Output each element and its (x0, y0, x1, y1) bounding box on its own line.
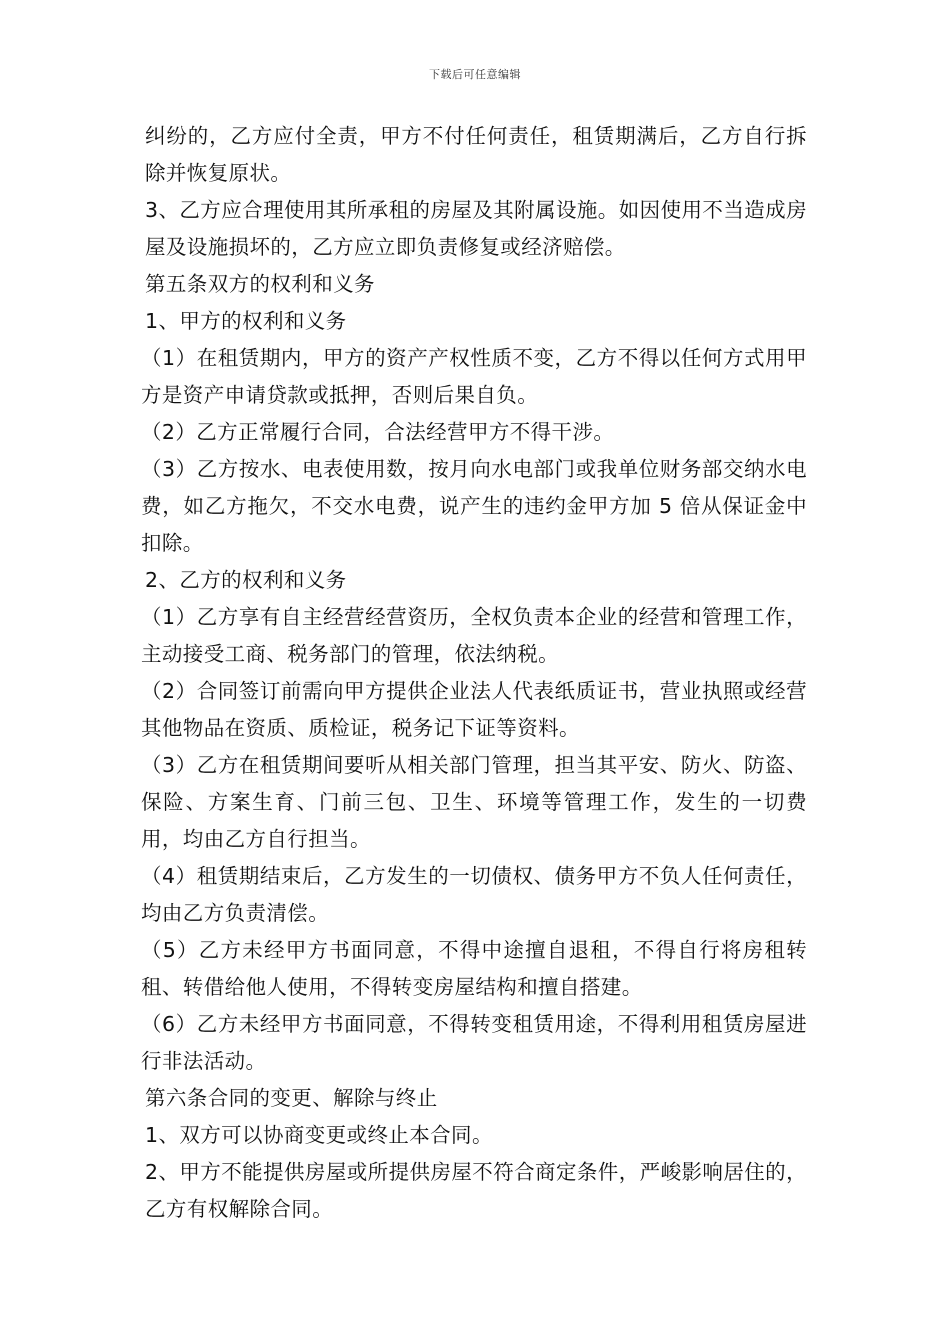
subsection-heading: 1、甲方的权利和义务 (145, 309, 347, 333)
paragraph: （1）在租赁期内，甲方的资产产权性质不变，乙方不得以任何方式用甲方是资产申请贷款或抵押，否则后果自负。 (141, 346, 807, 407)
paragraph: （2）乙方正常履行合同，合法经营甲方不得干涉。 (141, 420, 615, 444)
subsection-heading: 2、乙方的权利和义务 (145, 568, 347, 592)
paragraph: 1、双方可以协商变更或终止本合同。 (145, 1123, 493, 1147)
paragraph: （6）乙方未经甲方书面同意，不得转变租赁用途，不得利用租赁房屋进行非法活动。 (141, 1012, 807, 1073)
paragraph: （3）乙方按水、电表使用数，按月向水电部门或我单位财务部交纳水电费，如乙方拖欠，不交水电费，说产生的违约金甲方加 5 倍从保证金中扣除。 (141, 457, 807, 555)
paragraph: （5）乙方未经甲方书面同意，不得中途擅自退租，不得自行将房租转租、转借给他人使用，不得转变房屋结构和擅自搭建。 (141, 938, 807, 999)
paragraph: 3、乙方应合理使用其所承租的房屋及其附属设施。如因使用不当造成房屋及设施损坏的，乙方应立即负责修复或经济赔偿。 (145, 198, 807, 259)
document-body (141, 118, 807, 1228)
paragraph: （4）租赁期结束后，乙方发生的一切债权、债务甲方不负人任何责任，均由乙方负责清偿。 (141, 864, 807, 925)
page-header: 下载后可任意编辑 (429, 68, 521, 81)
paragraph: （1）乙方享有自主经营经营资历，全权负责本企业的经营和管理工作，主动接受工商、税务部门的管理，依法纳税。 (141, 605, 807, 666)
section-heading: 第五条双方的权利和义务 (145, 272, 375, 296)
paragraph: （3）乙方在租赁期间要听从相关部门管理，担当其平安、防火、防盗、保险、方案生育、门前三包、卫生、环境等管理工作，发生的一切费用，均由乙方自行担当。 (141, 753, 807, 851)
paragraph: （2）合同签订前需向甲方提供企业法人代表纸质证书，营业执照或经营其他物品在资质、质检证，税务记下证等资料。 (141, 679, 807, 740)
section-heading: 第六条合同的变更、解除与终止 (145, 1086, 438, 1110)
paragraph: 2、甲方不能提供房屋或所提供房屋不符合商定条件，严峻影响居住的，乙方有权解除合同。 (145, 1160, 807, 1221)
paragraph: 纠纷的，乙方应付全责，甲方不付任何责任，租赁期满后，乙方自行拆除并恢复原状。 (145, 124, 807, 185)
